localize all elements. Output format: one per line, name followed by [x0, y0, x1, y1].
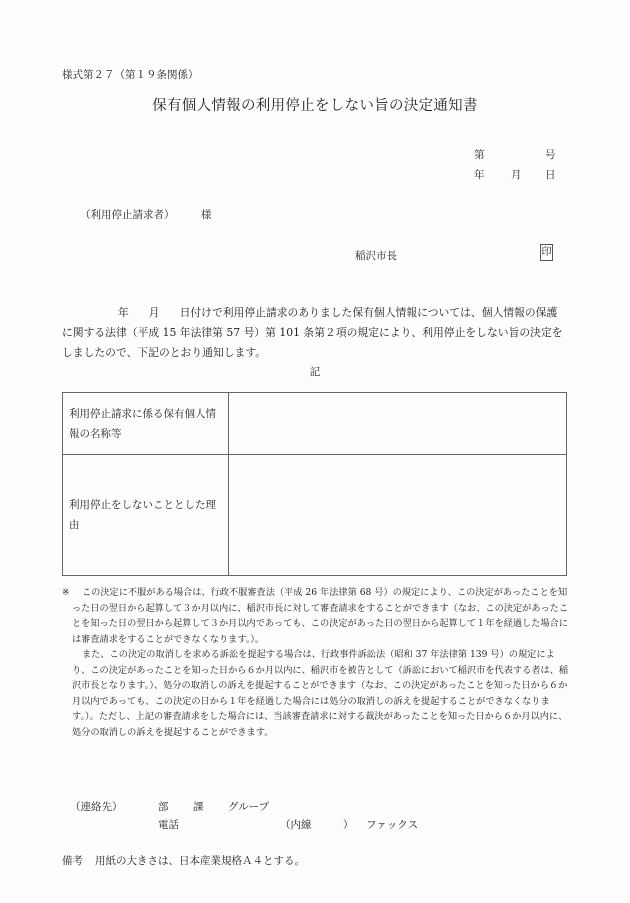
document-number-suffix: 号 [545, 149, 556, 161]
contact-group: グループ [228, 801, 270, 813]
date-month-label: 月 [511, 169, 522, 181]
note-mark: ※ [62, 587, 70, 598]
body-date-year: 年 [118, 306, 129, 319]
contact-phone-label: 電話 [158, 819, 179, 831]
remarks-text: 用紙の大きさは、日本産業規格Ａ４とする。 [95, 855, 305, 867]
date-year-label: 年 [474, 169, 485, 181]
body-paragraph [62, 303, 568, 363]
table-label-reason: 利用停止をしないこととした理由 [63, 455, 229, 576]
contact-extension-close: ） [343, 819, 354, 831]
body-text: 日付けで利用停止請求のありました保有個人情報については、個人情報の保護に関する法律（平成 15 年法律第 57 号）第 101 条第２項の規定により、利用停止をしない旨の決定をしましたので、下記のとおり通知します。 [62, 306, 563, 359]
contact-label: （連絡先） [70, 801, 123, 813]
date-day-label: 日 [545, 169, 556, 181]
info-table [62, 392, 567, 576]
table-row [63, 455, 567, 576]
contact-extension-label: （内線 [280, 819, 312, 831]
body-date-month: 月 [148, 306, 160, 319]
table-value-reason[interactable] [229, 455, 567, 576]
document-number-prefix: 第 [474, 149, 485, 161]
contact-section: 課 [193, 801, 204, 813]
recipient-label: （利用停止請求者） [80, 209, 175, 221]
note-paragraph-1: この決定に不服がある場合は、行政不服審査法（平成 26 年法律第 68 号）の規定により、この決定があったことを知った日の翌日から起算して３か月以内に、稲沢市長に対して審査請求をすることができます（なお、この決定があったことを知った日の翌日から起算して３か月以内であっても、この決定があった日の翌日から起算して１年を経過した場合には審査請求をすることができなくなります。）。 [72, 587, 569, 645]
document-title: 保有個人情報の利用停止をしない旨の決定通知書 [152, 98, 478, 114]
remarks-label: 備考 [62, 855, 83, 867]
table-label-info-name: 利用停止請求に係る保有個人情報の名称等 [63, 393, 229, 455]
table-row [63, 393, 567, 455]
contact-department: 部 [158, 801, 169, 813]
table-value-info-name[interactable] [229, 393, 567, 455]
ki-heading: 記 [309, 366, 321, 378]
appeal-note [62, 585, 572, 740]
seal-mark: 印 [540, 244, 553, 261]
note-paragraph-2: また、この決定の取消しを求める訴訟を提起する場合は、行政事件訴訟法（昭和 37 年法律第 139 号）の規定により、この決定があったことを知った日から６か月以内に、稲沢市を被告として（訴訟において稲沢市を代表する者は、稲沢市長となります。）、処分の取消しの訴えを提起することができます（なお、この決定があったことを知った日から６か月以内であっても、この決定の日から１年を経過した場合には処分の取消しの訴えを提起することができなくなります。）。ただし、上記の審査請求をした場合には、当該審査請求に対する裁決があったことを知った日から６か月以内に、処分の取消しの訴えを提起することができます。 [72, 649, 569, 738]
contact-fax-label: ファックス [366, 819, 419, 831]
recipient-honorific: 様 [201, 209, 212, 221]
form-number: 様式第２７（第１９条関係） [62, 69, 199, 81]
issuer-name: 稲沢市長 [355, 250, 397, 262]
